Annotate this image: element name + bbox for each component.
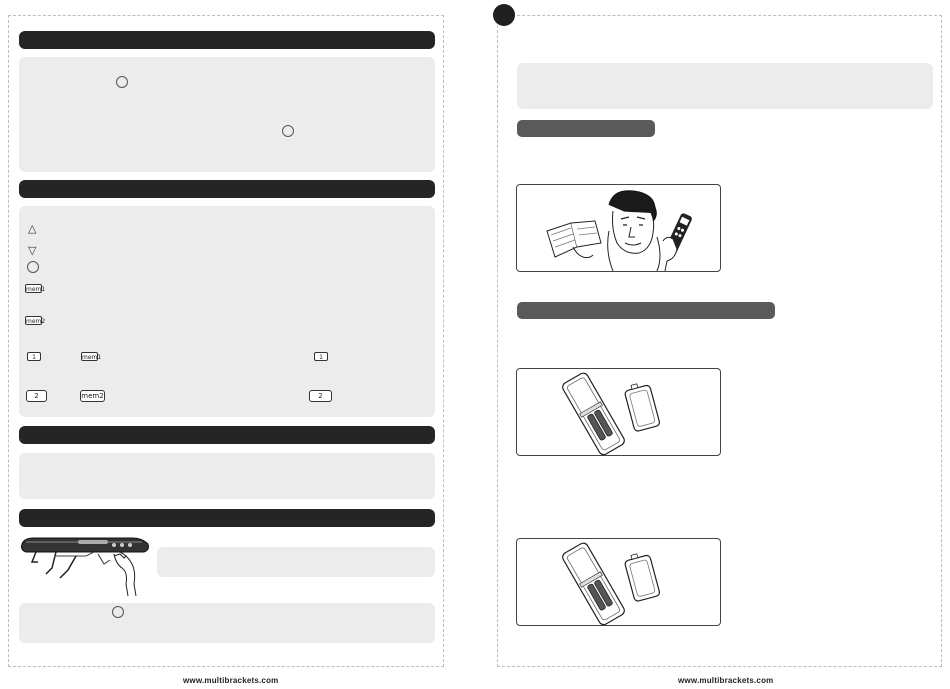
down-arrow-icon: ▽ (28, 244, 37, 257)
footer-url-right: www.multibrackets.com (678, 676, 774, 685)
stop-button-icon-4 (112, 606, 124, 618)
desk-control-illustration (16, 534, 151, 596)
footer-url-left: www.multibrackets.com (183, 676, 279, 685)
battery-installation-illustration-2 (516, 538, 721, 626)
person-reading-remote-illustration (516, 184, 721, 272)
stop-button-icon-3 (27, 261, 39, 273)
right-content-box-1 (517, 63, 933, 109)
section-header-bar-1 (19, 31, 435, 49)
mem1-key-icon-2: mem1 (82, 354, 102, 361)
content-box-2 (19, 206, 435, 417)
up-arrow-icon: △ (28, 222, 37, 235)
content-box-4 (157, 547, 435, 577)
battery-installation-illustration-1 (516, 368, 721, 456)
page-number-badge (493, 4, 515, 26)
mem1-key-icon: mem1 (26, 286, 46, 293)
stop-button-icon (116, 76, 128, 88)
key-2-icon-2: 2 (309, 390, 332, 402)
content-box-3 (19, 453, 435, 499)
stop-button-icon-2 (282, 125, 294, 137)
key-1-icon-2: 1 (314, 352, 328, 361)
label-pill-1 (517, 120, 655, 137)
section-header-bar-4 (19, 509, 435, 527)
content-box-5 (19, 603, 435, 643)
key-2-icon: 2 (26, 390, 47, 402)
mem2-key-icon-2: mem2 (81, 392, 104, 400)
content-box-1 (19, 57, 435, 172)
section-header-bar-2 (19, 180, 435, 198)
key-1-icon: 1 (27, 352, 41, 361)
label-pill-2 (517, 302, 775, 319)
section-header-bar-3 (19, 426, 435, 444)
mem2-key-icon: mem2 (26, 318, 46, 325)
